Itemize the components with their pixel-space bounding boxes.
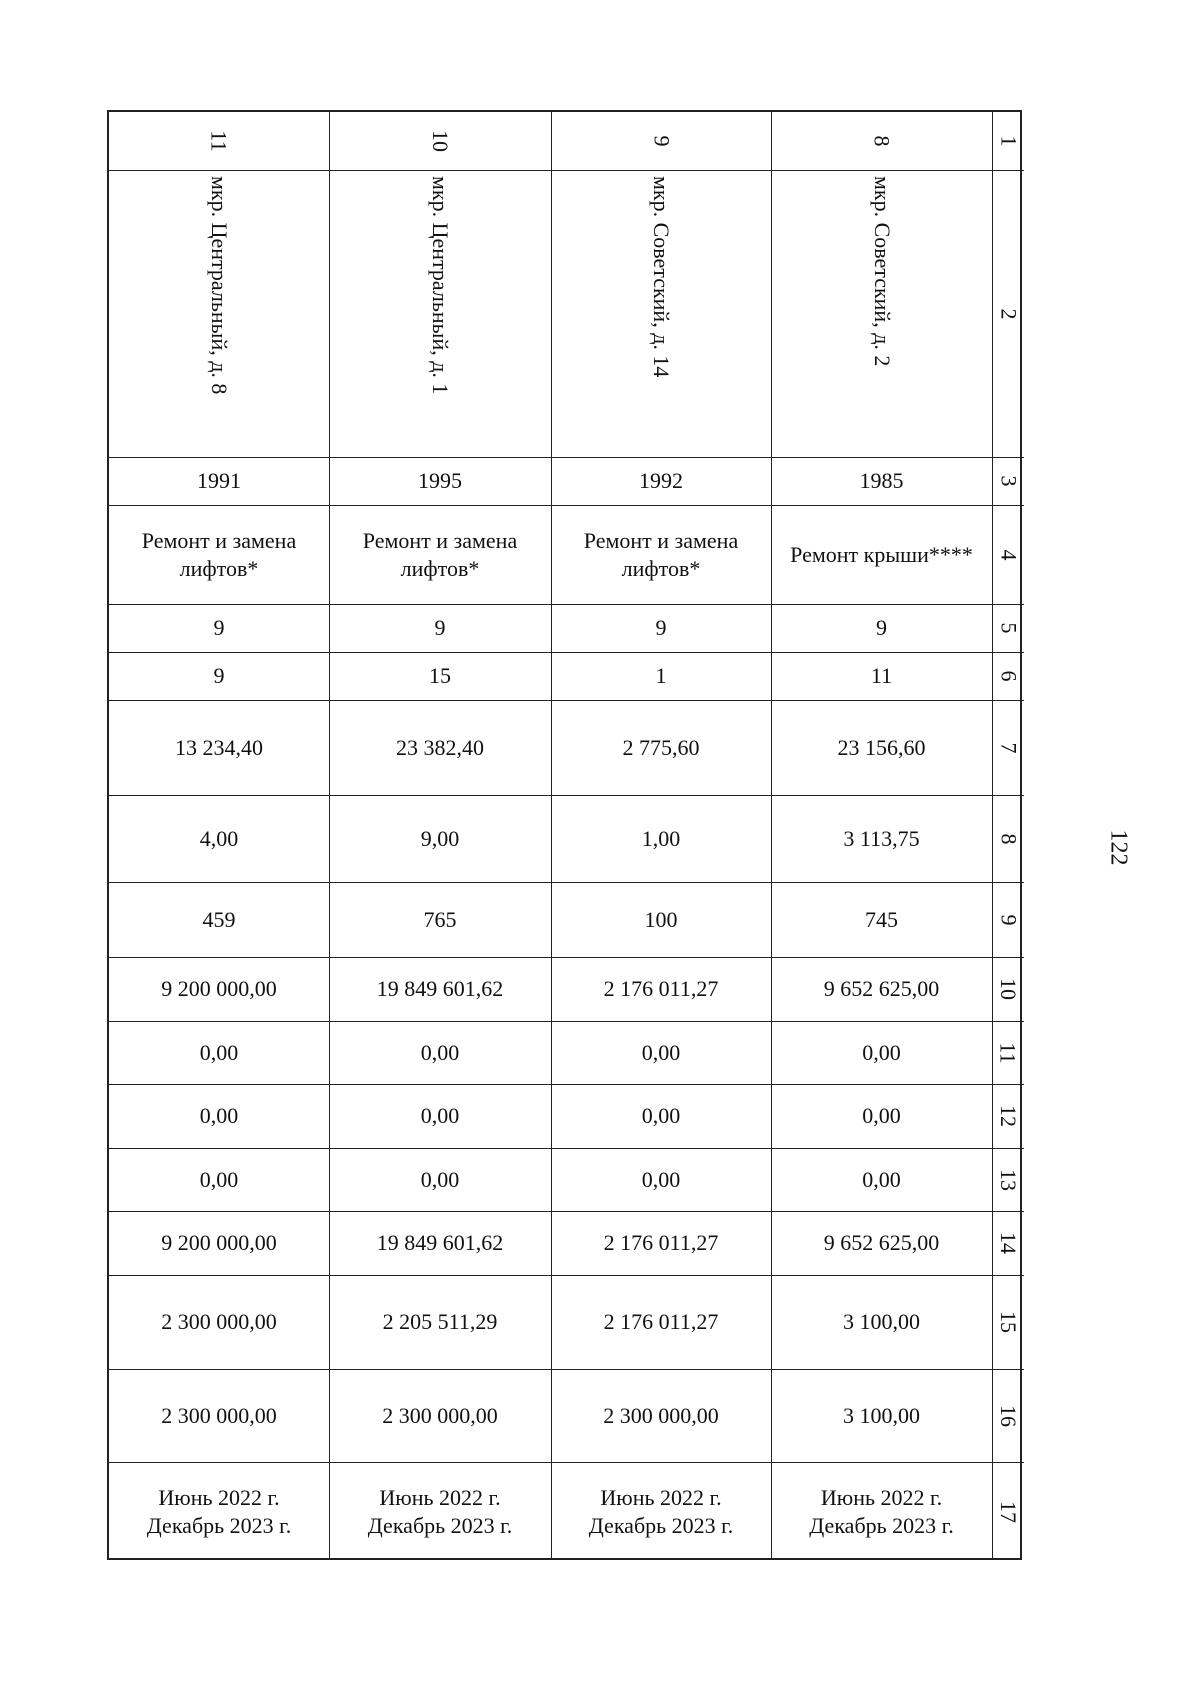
table-cell (109, 1148, 329, 1211)
table-cell (329, 1369, 551, 1462)
column-number: 3 (996, 475, 1021, 487)
column-number: 16 (996, 1404, 1021, 1427)
cell-value: 0,00 (862, 1039, 901, 1065)
period-start: Июнь 2022 г. (820, 1485, 943, 1510)
table-cell (329, 957, 551, 1021)
column-number-cell (992, 170, 1024, 457)
table-cell (551, 112, 771, 170)
period-start: Июнь 2022 г. (379, 1485, 501, 1510)
cell-value: 19 849 601,62 (376, 1230, 504, 1255)
cell-value: 0,00 (199, 1039, 239, 1065)
cell-value: 2 300 000,00 (382, 1402, 498, 1428)
table-cell (109, 795, 329, 882)
period-end: Декабрь 2023 г. (809, 1513, 954, 1538)
period-start: Июнь 2022 г. (600, 1485, 722, 1510)
table-cell (771, 652, 992, 700)
table-cell (329, 112, 551, 170)
year-value: 1985 (859, 468, 904, 493)
table-cell (329, 795, 551, 882)
table-cell (771, 1462, 992, 1562)
year-value: 1995 (418, 468, 462, 493)
cell-value: 13 234,40 (175, 734, 263, 760)
cell-value: 2 205 511,29 (382, 1309, 498, 1334)
cell-value: 1 (655, 663, 667, 688)
table-cell (109, 1211, 329, 1275)
column-number: 2 (996, 308, 1021, 319)
table-cell (771, 1275, 992, 1369)
cell-value: 2 300 000,00 (603, 1402, 719, 1428)
column-number: 5 (996, 622, 1021, 634)
table-cell (551, 1211, 771, 1275)
cell-value: 0,00 (641, 1103, 681, 1128)
table-cell (771, 882, 992, 957)
cell-value: 745 (865, 906, 898, 932)
cell-value: 2 775,60 (622, 734, 700, 760)
column-number-cell (992, 1462, 1024, 1562)
table-cell (771, 1021, 992, 1084)
table-cell (109, 1275, 329, 1369)
address-text: мкр. Центральный, д. 8 (207, 176, 232, 395)
table-cell (771, 795, 992, 882)
cell-value: 0,00 (420, 1166, 460, 1192)
cell-value: 1,00 (641, 825, 681, 851)
table-cell (771, 604, 992, 652)
cell-value: 9 652 625,00 (823, 976, 940, 1001)
column-number-cell (992, 1148, 1024, 1211)
table-cell (109, 957, 329, 1021)
table-cell (771, 700, 992, 795)
cell-value: 0,00 (199, 1103, 239, 1128)
table-cell (109, 112, 329, 170)
table-cell (551, 700, 771, 795)
cell-value: 9 200 000,00 (161, 976, 277, 1001)
table-cell (551, 1275, 771, 1369)
column-number: 9 (996, 914, 1021, 925)
cell-value: 0,00 (862, 1166, 901, 1192)
column-number-cell (992, 457, 1024, 505)
table-cell (329, 604, 551, 652)
table-cell (551, 795, 771, 882)
work-type: Ремонт и замена лифтов* (583, 527, 739, 581)
table-cell (771, 1148, 992, 1211)
table-cell (329, 1462, 551, 1562)
column-number-cell (992, 795, 1024, 882)
column-number: 14 (996, 1232, 1021, 1254)
cell-value: 2 176 011,27 (603, 1309, 719, 1334)
year-value: 1992 (639, 468, 683, 493)
period-end: Декабрь 2023 г. (588, 1513, 734, 1538)
work-type: Ремонт и замена лифтов* (141, 527, 297, 581)
table-cell (329, 1275, 551, 1369)
cell-value: 23 382,40 (396, 734, 484, 760)
column-number: 11 (996, 1041, 1021, 1064)
column-number-cell (992, 1084, 1024, 1148)
table-cell (551, 652, 771, 700)
cell-value: 9 (434, 615, 446, 640)
address-text: мкр. Советский, д. 2 (869, 176, 895, 367)
column-number-cell (992, 1021, 1024, 1084)
table-cell (771, 1211, 992, 1275)
cell-value: 15 (429, 663, 451, 688)
table-cell (109, 882, 329, 957)
address-text: мкр. Советский, д. 14 (649, 176, 674, 378)
column-number: 7 (996, 742, 1021, 753)
data-table (107, 110, 1022, 1560)
column-number: 6 (996, 670, 1021, 682)
column-number-cell (992, 882, 1024, 957)
cell-value: 9 652 625,00 (823, 1230, 940, 1255)
table-cell (109, 652, 329, 700)
table-cell (329, 457, 551, 505)
table-cell (771, 457, 992, 505)
column-number-cell (992, 1211, 1024, 1275)
table-cell (771, 112, 992, 170)
cell-value: 0,00 (641, 1166, 681, 1192)
table-cell (551, 1148, 771, 1211)
cell-value: 3 100,00 (843, 1309, 920, 1334)
table-cell (329, 1211, 551, 1275)
table-cell (109, 604, 329, 652)
column-number-cell (992, 112, 1024, 170)
column-number-cell (992, 1369, 1024, 1462)
table-cell (551, 457, 771, 505)
column-number-cell (992, 505, 1024, 604)
table-cell (109, 457, 329, 505)
table-cell (329, 1084, 551, 1148)
period-end: Декабрь 2023 г. (367, 1513, 513, 1538)
cell-value: 9 (655, 615, 667, 640)
column-number-cell (992, 652, 1024, 700)
cell-value: 2 176 011,27 (603, 976, 719, 1001)
table-cell (109, 1021, 329, 1084)
column-number: 12 (996, 1105, 1021, 1127)
cell-value: 19 849 601,62 (376, 976, 504, 1001)
cell-value: 9 (876, 615, 887, 640)
cell-value: 0,00 (420, 1103, 460, 1128)
table-cell (109, 1084, 329, 1148)
column-number: 17 (996, 1501, 1021, 1523)
cell-value: 2 176 011,27 (603, 1230, 719, 1255)
column-number: 1 (996, 135, 1021, 147)
work-type: Ремонт крыши**** (790, 541, 973, 567)
column-number: 10 (996, 978, 1021, 1000)
column-number-cell (992, 700, 1024, 795)
column-number: 15 (996, 1311, 1021, 1333)
column-number-cell (992, 604, 1024, 652)
table-cell (551, 1462, 771, 1562)
cell-value: 9 200 000,00 (161, 1230, 277, 1255)
work-type: Ремонт и замена лифтов* (362, 527, 518, 581)
table-cell (329, 1021, 551, 1084)
cell-value: 9 (213, 663, 225, 688)
column-number-cell (992, 1275, 1024, 1369)
period-end: Декабрь 2023 г. (146, 1513, 292, 1538)
row-number: 9 (649, 135, 674, 147)
table-cell (551, 1084, 771, 1148)
table-cell (771, 1084, 992, 1148)
table-cell (551, 957, 771, 1021)
cell-value: 100 (644, 906, 678, 932)
column-number: 8 (996, 833, 1021, 844)
table-cell (771, 1369, 992, 1462)
cell-value: 0,00 (862, 1103, 901, 1128)
column-number-cell (992, 957, 1024, 1021)
column-number: 13 (996, 1168, 1021, 1191)
table-cell (329, 700, 551, 795)
cell-value: 2 300 000,00 (161, 1402, 277, 1428)
table-cell (551, 882, 771, 957)
table-cell (551, 1021, 771, 1084)
cell-value: 9 (213, 615, 225, 640)
table-cell (329, 1148, 551, 1211)
address-text: мкр. Центральный, д. 1 (428, 176, 453, 395)
table-cell (109, 1369, 329, 1462)
table-cell (551, 170, 771, 457)
table-cell (551, 604, 771, 652)
cell-value: 4,00 (199, 825, 239, 851)
table-cell (109, 170, 329, 457)
cell-value: 459 (202, 906, 236, 932)
row-number: 10 (428, 130, 453, 152)
cell-value: 23 156,60 (837, 734, 926, 760)
table-cell (329, 170, 551, 457)
cell-value: 0,00 (199, 1166, 239, 1192)
table-cell (109, 505, 329, 604)
cell-value: 3 113,75 (843, 825, 920, 851)
page-number: 122 (1105, 829, 1132, 866)
period-start: Июнь 2022 г. (158, 1485, 280, 1510)
table-cell (109, 1462, 329, 1562)
row-number: 11 (207, 130, 232, 152)
table-cell (771, 505, 992, 604)
cell-value: 11 (870, 663, 893, 688)
table-cell (551, 505, 771, 604)
table-cell (771, 957, 992, 1021)
table-cell (771, 170, 992, 457)
table-cell (329, 882, 551, 957)
cell-value: 9,00 (420, 825, 460, 851)
cell-value: 2 300 000,00 (161, 1309, 277, 1334)
year-value: 1991 (197, 468, 241, 493)
table-cell (551, 1369, 771, 1462)
cell-value: 765 (423, 906, 457, 932)
row-number: 8 (869, 135, 895, 147)
cell-value: 0,00 (641, 1039, 681, 1065)
column-number: 4 (996, 549, 1021, 560)
table-cell (329, 505, 551, 604)
table-cell (329, 652, 551, 700)
cell-value: 0,00 (420, 1039, 460, 1065)
cell-value: 3 100,00 (843, 1402, 920, 1428)
table-cell (109, 700, 329, 795)
